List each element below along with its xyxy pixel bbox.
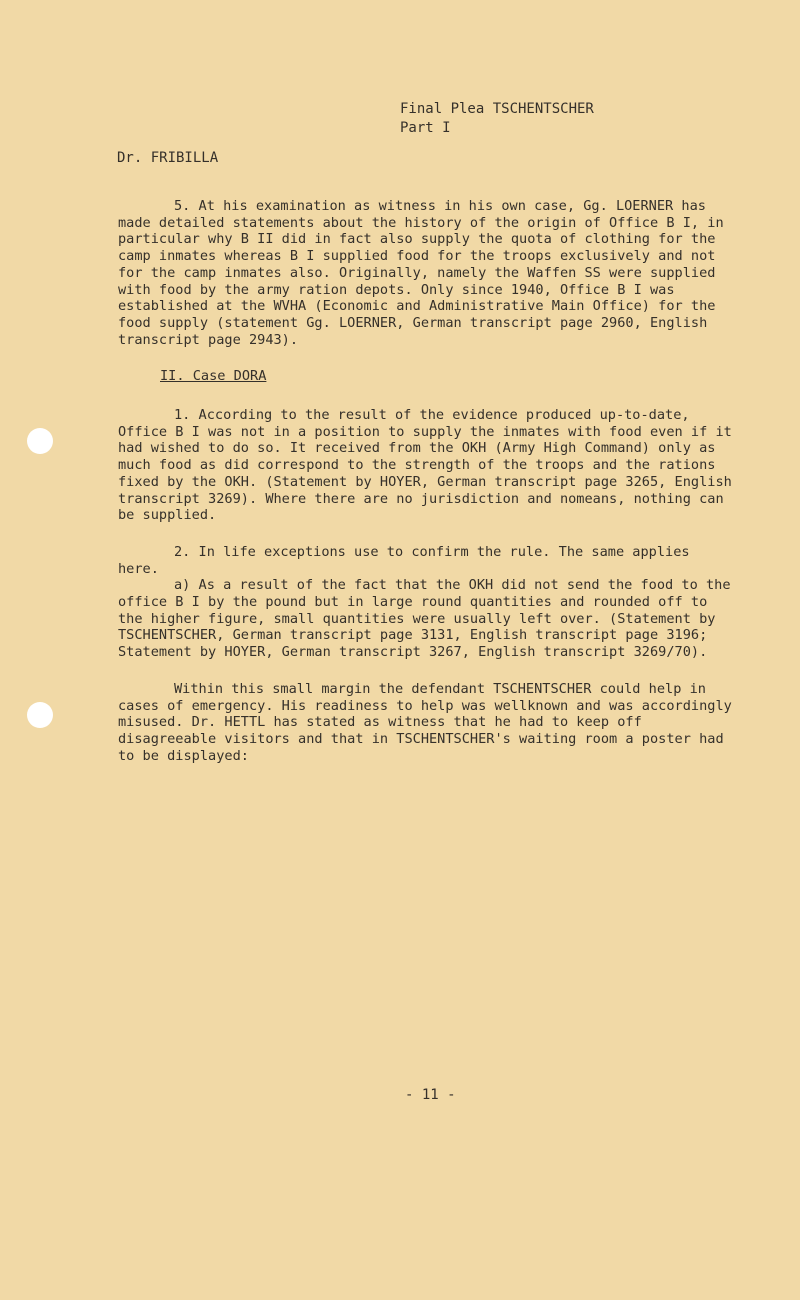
- document-header: [400, 100, 594, 138]
- paragraph-1: 1. According to the result of the evidence produced up-to-date, Office B I was not in a position to supply the inmates with food even if it had wished to do so. It received from the OKH (Army High Command) only as much food as did correspond to the strength of the troops and the rations fixed by the OKH. (Statement by HOYER, German transcript page 3265, English transcript 3269). Where there are no jurisdiction and nomeans, nothing can be supplied.: [118, 407, 732, 524]
- author-name: Dr. FRIBILLA: [117, 150, 219, 166]
- header-title: Final Plea TSCHENTSCHER: [400, 101, 594, 117]
- punch-hole: [27, 428, 53, 454]
- punch-hole: [27, 702, 53, 728]
- paragraph-5: 5. At his examination as witness in his own case, Gg. LOERNER has made detailed statements about the history of the origin of Office B I, in particular why B II did in fact also supply the quota of clothing for the camp inmates whereas B I supplied food for the troops exclusively and not for the camp inmates also. Originally, namely the Waffen SS were supplied with food by the army ration depots. Only since 1940, Office B I was established at the WVHA (Economic and Administrative Main Office) for the food supply (statement Gg. LOERNER, German transcript page 2960, English transcript page 2943).: [118, 198, 724, 348]
- header-part: Part I: [400, 120, 451, 136]
- section-heading: II. Case DORA: [160, 368, 267, 385]
- paragraph-2a: a) As a result of the fact that the OKH did not send the food to the office B I by the pound but in large round quantities and rounded off to the higher figure, small quantities were usually left over. (Statement by TSCHENTSCHER, German transcript page 3131, English transcript page 3196; Statement by HOYER, German transcript 3267, English transcript 3269/70).: [118, 577, 731, 661]
- document-body: [118, 198, 738, 764]
- page-number: - 11 -: [405, 1087, 456, 1103]
- paragraph-2: 2. In life exceptions use to confirm the rule. The same applies here.: [118, 543, 690, 577]
- paragraph-3: Within this small margin the defendant TSCHENTSCHER could help in cases of emergency. His readiness to help was wellknown and was accordingly misused. Dr. HETTL has stated as witness that he had to keep off disagreeable visitors and that in TSCHENTSCHER's waiting room a poster had to be displayed:: [118, 680, 732, 764]
